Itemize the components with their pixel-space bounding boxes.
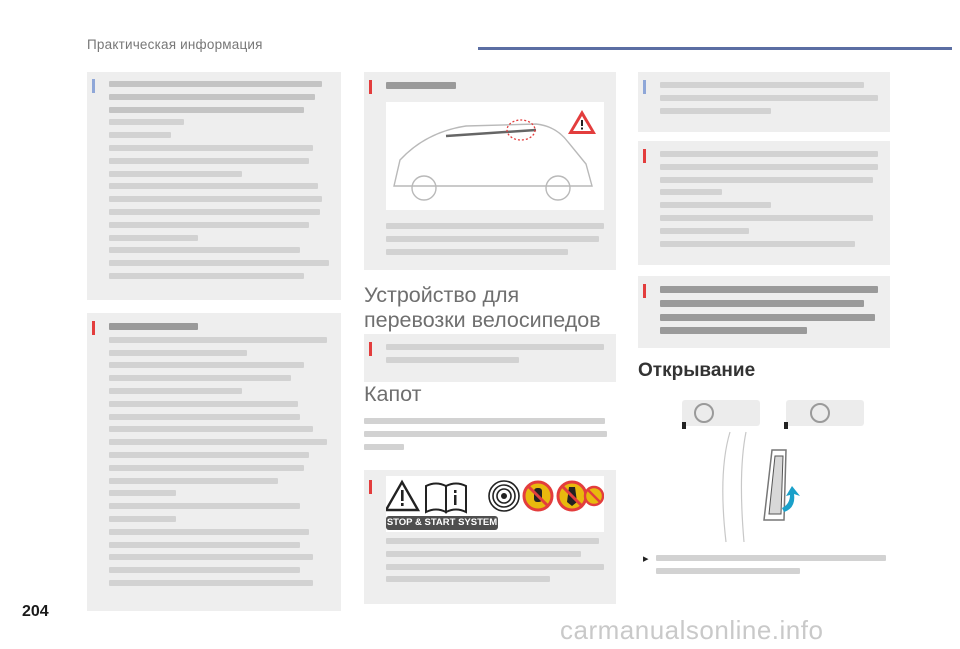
info-note-icon [92,79,95,93]
warning-note-icon [643,149,646,163]
hot-engine-note-box [638,141,890,265]
no-tie-icon [558,482,586,510]
footer-watermark: carmanualsonline.info [560,615,824,645]
info-note-icon [643,80,646,94]
bike-carrier-text [386,344,608,370]
header-title: Практическая информация [87,37,263,52]
sunroof-heading [386,82,486,96]
engine-work-note-box [364,470,616,604]
header-accent-bar [478,47,952,50]
car-roof-illustration [386,102,604,210]
sunroof-text [386,223,608,261]
fan-warning-text [660,286,882,341]
bike-carrier-note-box [364,334,616,382]
hood-lock-note-box [638,72,890,132]
no-spray-icon [585,487,603,505]
bullet-arrow-icon: ▸ [643,553,649,565]
no-hand-icon [524,482,552,510]
engine-safety-illustration [386,476,604,532]
sunroof-note-box [364,72,616,270]
warning-note-icon [92,321,95,335]
recommendations-text [109,323,331,593]
bike-carrier-title: Устройство для перевозки велосипедов [364,283,601,332]
warning-note-icon [369,80,372,94]
hood-intro-text [364,418,612,456]
hood-lock-text [660,82,882,120]
hood-title: Капот [364,382,422,406]
engine-work-text [386,538,608,589]
stop-start-system-label: STOP & START SYSTEM [386,517,498,528]
warning-note-icon [369,480,372,494]
hood-release-illustration [680,392,866,544]
manual-book-icon [426,484,466,513]
fan-icon [489,481,519,511]
recommendations-note-box [87,313,341,611]
opening-step-text [656,555,888,581]
roof-load-text [109,81,331,286]
page-number: 204 [22,603,49,620]
fan-warning-note-box [638,276,890,348]
warning-note-icon [369,342,372,356]
hot-engine-text [660,151,882,253]
opening-title: Открывание [638,360,756,381]
roof-load-note-box [87,72,341,300]
warning-note-icon [643,284,646,298]
